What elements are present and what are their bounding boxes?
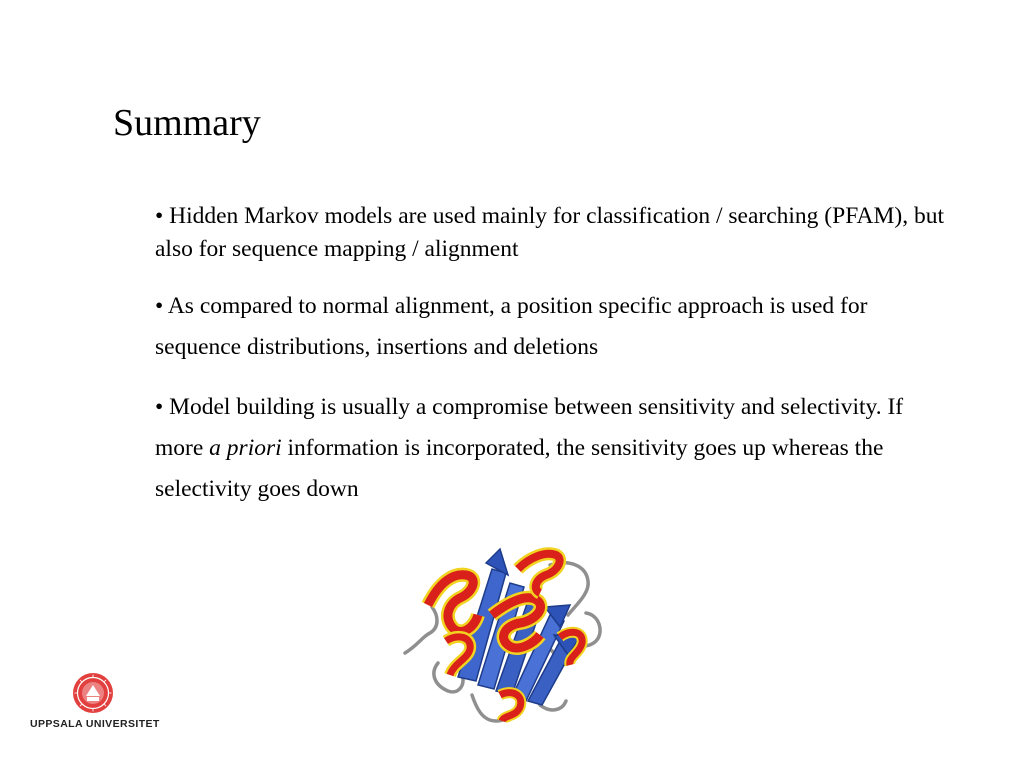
bullet-marker: • — [155, 394, 164, 420]
bullet-marker: • — [155, 203, 164, 229]
protein-ribbon-structure-icon — [400, 545, 615, 725]
bullet-list — [155, 200, 945, 510]
slide-title: Summary — [113, 102, 261, 144]
bullet-text: As compared to normal alignment, a position specific approach is used for sequence distributions, insertions and deletions — [155, 293, 868, 360]
bullet-marker: • — [155, 293, 164, 319]
bullet-item — [155, 200, 945, 266]
bullet-italic-text: a priori — [209, 435, 282, 461]
bullet-item — [155, 286, 945, 368]
bullet-text: Model building is usually a compromise between sensitivity and selectivity. If more — [155, 394, 904, 461]
bullet-text: Hidden Markov models are used mainly for classification / searching (PFAM), but also for sequence mapping / alignment — [155, 203, 945, 262]
university-logo — [30, 672, 170, 736]
bullet-text: information is incorporated, the sensitivity goes up whereas the selectivity goes down — [155, 435, 884, 502]
bullet-item — [155, 387, 945, 510]
university-seal-icon — [72, 672, 114, 714]
university-name: UPPSALA UNIVERSITET — [30, 718, 160, 730]
